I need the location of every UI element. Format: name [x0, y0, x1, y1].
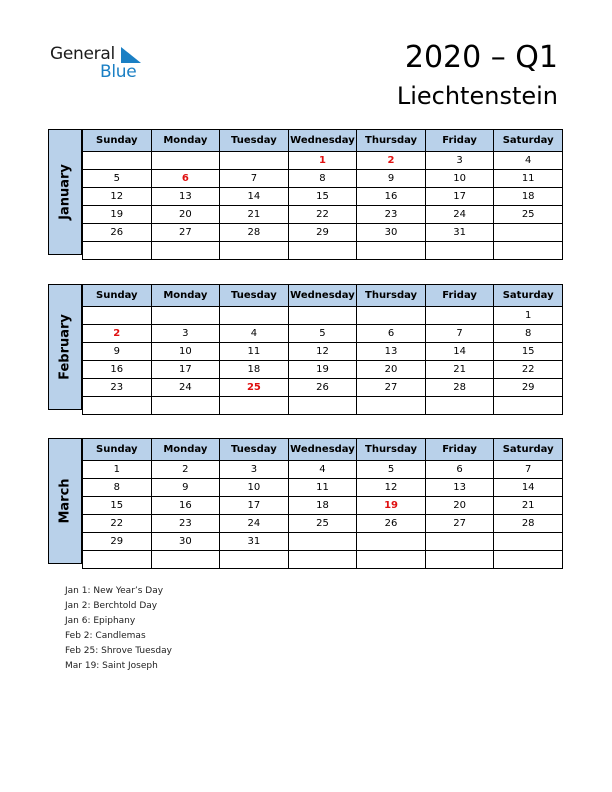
weekday-header: Friday [425, 439, 494, 461]
day-cell [357, 533, 426, 551]
month-calendar-0 [48, 129, 563, 255]
day-cell [425, 242, 494, 260]
day-cell: 5 [288, 325, 357, 343]
day-cell: 15 [288, 188, 357, 206]
weekday-header: Monday [151, 130, 220, 152]
day-cell: 22 [288, 206, 357, 224]
weekday-header: Wednesday [288, 439, 357, 461]
day-cell [83, 242, 152, 260]
day-cell: 1 [83, 461, 152, 479]
month-label [48, 129, 82, 255]
day-cell: 17 [151, 361, 220, 379]
day-cell: 19 [83, 206, 152, 224]
day-cell [220, 551, 289, 569]
weekday-header: Sunday [83, 130, 152, 152]
day-cell: 27 [425, 515, 494, 533]
day-cell [151, 551, 220, 569]
weekday-header: Tuesday [220, 130, 289, 152]
day-cell: 2 [151, 461, 220, 479]
day-cell: 2 [83, 325, 152, 343]
day-cell: 17 [425, 188, 494, 206]
day-cell: 29 [288, 224, 357, 242]
holiday-note: Mar 19: Saint Joseph [65, 661, 158, 671]
day-cell [220, 307, 289, 325]
page-title: 2020 – Q1 [404, 40, 558, 75]
day-cell [425, 397, 494, 415]
day-cell: 6 [151, 170, 220, 188]
day-cell: 7 [425, 325, 494, 343]
day-cell [220, 242, 289, 260]
day-cell: 30 [151, 533, 220, 551]
day-cell: 28 [494, 515, 563, 533]
day-cell: 13 [151, 188, 220, 206]
weekday-header: Sunday [83, 439, 152, 461]
month-name: February [57, 314, 73, 380]
day-cell: 3 [220, 461, 289, 479]
week-row [83, 551, 563, 569]
weekday-header: Friday [425, 130, 494, 152]
day-cell: 18 [494, 188, 563, 206]
day-cell: 9 [151, 479, 220, 497]
logo-blue-text: Blue [100, 62, 137, 82]
day-cell: 31 [220, 533, 289, 551]
day-cell: 24 [425, 206, 494, 224]
week-row [83, 224, 563, 242]
day-cell [357, 397, 426, 415]
weekday-header: Thursday [357, 130, 426, 152]
day-cell: 26 [83, 224, 152, 242]
day-cell [288, 307, 357, 325]
day-cell [151, 152, 220, 170]
day-cell: 5 [357, 461, 426, 479]
day-cell: 7 [220, 170, 289, 188]
day-cell: 25 [288, 515, 357, 533]
country-name: Liechtenstein [396, 82, 558, 110]
day-cell: 28 [425, 379, 494, 397]
month-calendar-2 [48, 438, 563, 564]
month-label [48, 284, 82, 410]
day-cell: 16 [357, 188, 426, 206]
weekday-header: Wednesday [288, 285, 357, 307]
day-cell: 11 [288, 479, 357, 497]
day-cell: 18 [288, 497, 357, 515]
day-cell [494, 224, 563, 242]
weekday-header: Thursday [357, 439, 426, 461]
month-label [48, 438, 82, 564]
day-cell: 3 [425, 152, 494, 170]
day-cell [151, 397, 220, 415]
week-row [83, 170, 563, 188]
day-cell [83, 152, 152, 170]
week-row [83, 242, 563, 260]
day-cell: 28 [220, 224, 289, 242]
month-name: January [57, 164, 73, 220]
day-cell: 9 [357, 170, 426, 188]
day-cell: 13 [425, 479, 494, 497]
day-cell: 19 [288, 361, 357, 379]
day-cell [494, 533, 563, 551]
day-cell: 23 [151, 515, 220, 533]
day-cell: 23 [83, 379, 152, 397]
weekday-header: Tuesday [220, 285, 289, 307]
month-table [82, 284, 563, 415]
day-cell: 16 [151, 497, 220, 515]
holiday-note: Feb 2: Candlemas [65, 631, 146, 641]
day-cell: 11 [494, 170, 563, 188]
weekday-header-row [83, 130, 563, 152]
day-cell [83, 307, 152, 325]
day-cell: 5 [83, 170, 152, 188]
weekday-header: Sunday [83, 285, 152, 307]
day-cell: 20 [151, 206, 220, 224]
day-cell [220, 397, 289, 415]
weekday-header: Saturday [494, 285, 563, 307]
day-cell: 17 [220, 497, 289, 515]
day-cell [288, 242, 357, 260]
day-cell: 4 [220, 325, 289, 343]
day-cell: 21 [425, 361, 494, 379]
holiday-note: Jan 6: Epiphany [65, 616, 136, 626]
day-cell: 12 [357, 479, 426, 497]
day-cell [494, 242, 563, 260]
week-row [83, 379, 563, 397]
day-cell: 26 [357, 515, 426, 533]
day-cell: 25 [220, 379, 289, 397]
weekday-header: Wednesday [288, 130, 357, 152]
day-cell: 4 [288, 461, 357, 479]
day-cell: 20 [425, 497, 494, 515]
day-cell [83, 551, 152, 569]
day-cell: 12 [288, 343, 357, 361]
week-row [83, 397, 563, 415]
day-cell: 4 [494, 152, 563, 170]
day-cell: 21 [494, 497, 563, 515]
day-cell [288, 397, 357, 415]
day-cell: 10 [425, 170, 494, 188]
holiday-note: Jan 1: New Year’s Day [65, 586, 164, 596]
day-cell: 11 [220, 343, 289, 361]
weekday-header: Saturday [494, 130, 563, 152]
day-cell: 25 [494, 206, 563, 224]
week-row [83, 461, 563, 479]
day-cell: 29 [494, 379, 563, 397]
day-cell: 10 [151, 343, 220, 361]
holiday-note: Jan 2: Berchtold Day [65, 601, 158, 611]
day-cell: 1 [494, 307, 563, 325]
day-cell: 2 [357, 152, 426, 170]
weekday-header: Tuesday [220, 439, 289, 461]
day-cell: 19 [357, 497, 426, 515]
week-row [83, 533, 563, 551]
day-cell [220, 152, 289, 170]
day-cell: 22 [83, 515, 152, 533]
weekday-header-row [83, 285, 563, 307]
day-cell: 15 [83, 497, 152, 515]
day-cell: 3 [151, 325, 220, 343]
day-cell [494, 397, 563, 415]
day-cell: 8 [288, 170, 357, 188]
day-cell: 27 [357, 379, 426, 397]
day-cell: 21 [220, 206, 289, 224]
month-table [82, 129, 563, 260]
day-cell [357, 307, 426, 325]
day-cell [425, 551, 494, 569]
day-cell: 27 [151, 224, 220, 242]
day-cell [494, 551, 563, 569]
weekday-header-row [83, 439, 563, 461]
day-cell [288, 551, 357, 569]
logo [50, 44, 150, 84]
day-cell: 15 [494, 343, 563, 361]
day-cell: 18 [220, 361, 289, 379]
weekday-header: Monday [151, 285, 220, 307]
logo-general-text: General [50, 44, 115, 64]
week-row [83, 361, 563, 379]
day-cell: 20 [357, 361, 426, 379]
day-cell: 8 [83, 479, 152, 497]
month-table [82, 438, 563, 569]
holiday-notes [65, 584, 172, 674]
day-cell: 6 [425, 461, 494, 479]
day-cell [83, 397, 152, 415]
day-cell: 30 [357, 224, 426, 242]
day-cell [425, 533, 494, 551]
month-calendar-1 [48, 284, 563, 410]
day-cell: 6 [357, 325, 426, 343]
week-row [83, 307, 563, 325]
day-cell [151, 242, 220, 260]
weekday-header: Saturday [494, 439, 563, 461]
month-name: March [57, 478, 73, 524]
week-row [83, 343, 563, 361]
week-row [83, 206, 563, 224]
logo-triangle-icon [121, 47, 141, 63]
weekday-header: Friday [425, 285, 494, 307]
week-row [83, 479, 563, 497]
day-cell: 14 [425, 343, 494, 361]
weekday-header: Monday [151, 439, 220, 461]
day-cell: 31 [425, 224, 494, 242]
day-cell [288, 533, 357, 551]
day-cell: 26 [288, 379, 357, 397]
day-cell: 24 [220, 515, 289, 533]
day-cell [357, 242, 426, 260]
week-row [83, 497, 563, 515]
holiday-note: Feb 25: Shrove Tuesday [65, 646, 172, 656]
day-cell: 23 [357, 206, 426, 224]
day-cell: 1 [288, 152, 357, 170]
day-cell: 14 [220, 188, 289, 206]
day-cell: 24 [151, 379, 220, 397]
day-cell: 22 [494, 361, 563, 379]
day-cell [151, 307, 220, 325]
day-cell: 16 [83, 361, 152, 379]
day-cell: 7 [494, 461, 563, 479]
day-cell: 10 [220, 479, 289, 497]
day-cell [357, 551, 426, 569]
week-row [83, 325, 563, 343]
day-cell: 12 [83, 188, 152, 206]
weekday-header: Thursday [357, 285, 426, 307]
day-cell: 29 [83, 533, 152, 551]
day-cell: 9 [83, 343, 152, 361]
day-cell [425, 307, 494, 325]
day-cell: 8 [494, 325, 563, 343]
week-row [83, 515, 563, 533]
week-row [83, 152, 563, 170]
week-row [83, 188, 563, 206]
day-cell: 14 [494, 479, 563, 497]
day-cell: 13 [357, 343, 426, 361]
